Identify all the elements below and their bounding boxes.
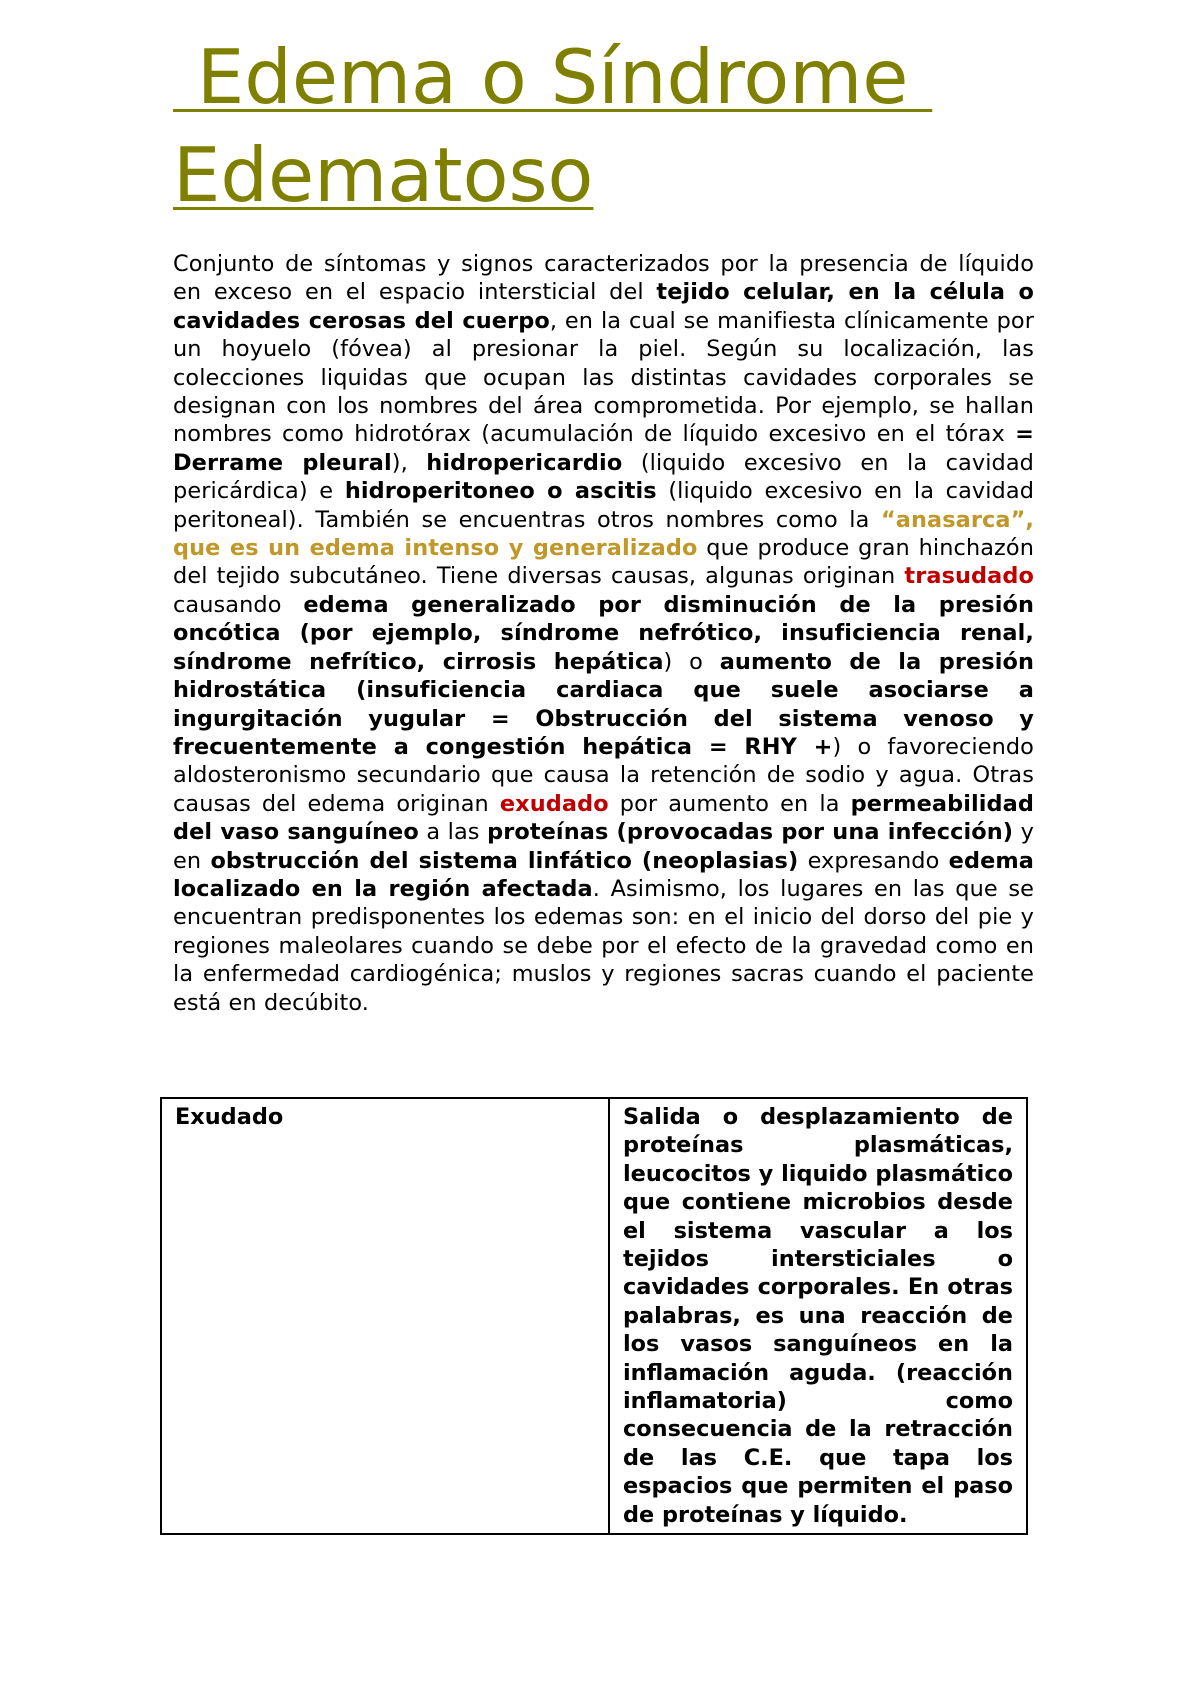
text-run: (liquido excesivo en la cavidad peritoneal). También se encuentras otros nombres como la [173,478,1035,533]
text-run: (liquido excesivo en la cavidad pericárdica) e [173,449,1034,505]
page-title [173,28,1034,224]
document-page [173,28,1034,1017]
text-run: a las [418,819,488,846]
text-run-bold: hidroperitoneo o ascitis [344,478,657,505]
table-cell-term: Exudado [161,1098,609,1534]
text-run: ) o [663,648,720,675]
text-run-bold: proteínas (provocadas por una infección) [487,819,1014,846]
text-run-bold: tejido celular, en la célula o cavidades cerosas del cuerpo [173,279,1034,334]
text-run-highlight-exudado: exudado [499,790,609,817]
text-run-bold: edema generalizado por disminución de la presión oncótica (por ejemplo, síndrome nefrótico, insuficiencia renal, síndrome nefrítico, cirrosis hepática [173,591,1034,675]
text-run-bold: permeabilidad del vaso sanguíneo [173,790,1034,846]
definition-table [160,1097,1028,1535]
text-run: ) o favoreciendo aldosteronismo secundario que causa la retención de sodio y agua. Otras causas del edema originan [173,733,1034,817]
text-run: , en la cual se manifiesta clínicamente por un hoyuelo (fóvea) al presionar la piel. Según su localización, las colecciones liquidas que ocupan las distintas cavidades corporales se designan con los nombres del área comprometida. Por ejemplo, se hallan nombres como hidrotórax (acumulación de líquido excesivo en el tórax [173,307,1035,448]
definition-table-wrapper [160,1097,1028,1535]
text-run: y en [173,819,1034,874]
page-title-line-1: Edema o Síndrome [173,33,933,121]
text-run-bold: = Derrame pleural [173,421,1034,476]
text-run-bold: hidropericardio [426,449,623,476]
main-paragraph [173,250,1034,1017]
text-run-highlight-trasudado: trasudado [904,563,1034,590]
page-title-line-2: Edematoso [173,131,594,219]
text-run-bold: edema localizado en la región afectada [173,847,1034,902]
text-run: ), [391,449,427,476]
table-row [161,1098,1027,1534]
text-run-bold: aumento de la presión hidrostática (insuficiencia cardiaca que suele asociarse a ingurgitación yugular = Obstrucción del sistema venoso y frecuentemente a congestión hepática = RHY + [173,648,1034,760]
text-run: Conjunto de síntomas y signos caracterizados por la presencia de líquido en exceso en el espacio intersticial del [173,251,1034,306]
text-run-bold: obstrucción del sistema linfático (neoplasias) [210,847,799,874]
text-run-highlight-anasarca: “anasarca”, que es un edema intenso y generalizado [173,506,1034,562]
table-cell-definition: Salida o desplazamiento de proteínas plasmáticas, leucocitos y liquido plasmático que contiene microbios desde el sistema vascular a los tejidos intersticiales o cavidades corporales. En otras palabras, es una reacción de los vasos sanguíneos en la inflamación aguda. (reacción inflamatoria) como consecuencia de la retracción de las C.E. que tapa los espacios que permiten el paso de proteínas y líquido. [609,1098,1027,1534]
text-run: . Asimismo, los lugares en las que se encuentran predisponentes los edemas son: en el inicio del dorso del pie y regiones maleolares cuando se debe por el efecto de la gravedad como en la enfermedad cardiogénica; muslos y regiones sacras cuando el paciente está en decúbito. [173,875,1034,1016]
text-run: que produce gran hinchazón del tejido subcutáneo. Tiene diversas causas, algunas originan [173,535,1034,590]
text-run: expresando [798,847,949,874]
text-run: por aumento en la [608,790,851,817]
text-run: causando [173,591,304,618]
